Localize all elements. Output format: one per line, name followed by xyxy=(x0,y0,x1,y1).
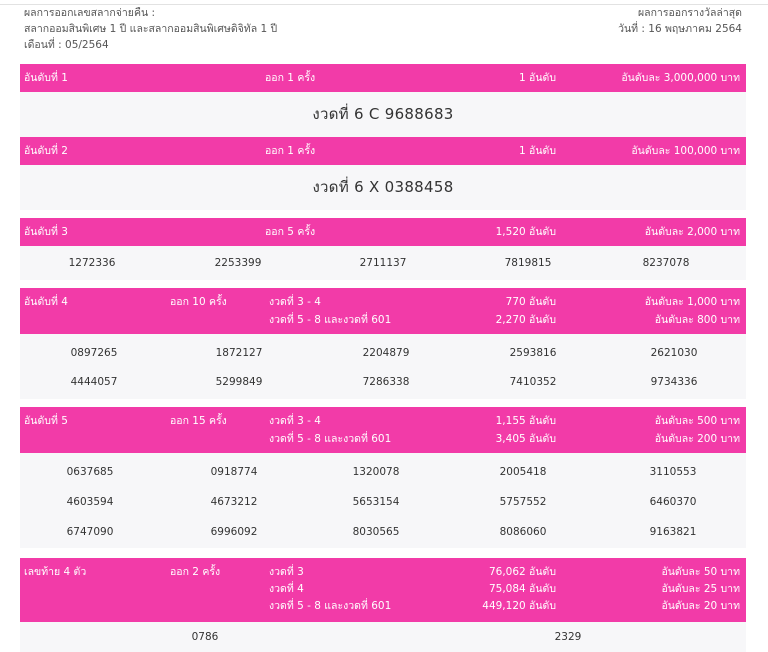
prize-count: 76,062 อันดับ xyxy=(488,566,556,578)
winning-number: 2711137 xyxy=(359,257,407,269)
latest-draw-date: วันที่ : 16 พฤษภาคม 2564 xyxy=(618,23,742,35)
prize-rank: อันดับที่ 1 xyxy=(24,72,68,84)
winning-number: 1320078 xyxy=(352,466,400,478)
winning-number: 7819815 xyxy=(504,257,552,269)
winning-number: 2253399 xyxy=(214,257,262,269)
prize-rank: เลขท้าย 4 ตัว xyxy=(24,566,87,578)
latest-draw-title: ผลการออกรางวัลล่าสุด xyxy=(637,7,742,19)
result-month: เดือนที่ : 05/2564 xyxy=(24,39,109,51)
prize-draws: ออก 5 ครั้ง xyxy=(265,226,316,238)
winning-number: 1872127 xyxy=(215,347,263,359)
prize-numbers-4 xyxy=(20,334,746,399)
prize-period: งวดที่ 5 - 8 และงวดที่ 601 xyxy=(269,433,392,445)
prize-rank: อันดับที่ 2 xyxy=(24,145,68,157)
prize-period: งวดที่ 5 - 8 และงวดที่ 601 xyxy=(269,314,392,326)
winning-number: 2204879 xyxy=(362,347,410,359)
prize-draws: ออก 10 ครั้ง xyxy=(170,296,227,308)
prize-period: งวดที่ 3 - 4 xyxy=(269,415,321,427)
winning-number-2: งวดที่ 6 X 0388458 xyxy=(20,165,746,210)
prize-count: 2,270 อันดับ xyxy=(495,314,556,326)
prize-period: งวดที่ 4 xyxy=(269,583,304,595)
winning-number: 7286338 xyxy=(362,376,410,388)
prize-draws: ออก 1 ครั้ง xyxy=(265,145,316,157)
winning-number: 4673212 xyxy=(210,496,258,508)
winning-number: 8086060 xyxy=(499,526,547,538)
prize-count: 770 อันดับ xyxy=(505,296,556,308)
prize-period: งวดที่ 5 - 8 และงวดที่ 601 xyxy=(269,600,392,612)
prize-amount: อันดับละ 500 บาท xyxy=(654,415,740,427)
prize-period: งวดที่ 3 - 4 xyxy=(269,296,321,308)
prize-count: 3,405 อันดับ xyxy=(495,433,556,445)
result-title: ผลการออกเลขสลากจ่ายคืน : xyxy=(24,7,156,19)
winning-number: 0637685 xyxy=(66,466,114,478)
winning-number: 5757552 xyxy=(499,496,547,508)
prize-header-5 xyxy=(20,407,746,453)
winning-number: 3110553 xyxy=(649,466,697,478)
prize-amount: อันดับละ 20 บาท xyxy=(661,600,740,612)
winning-number: 0918774 xyxy=(210,466,258,478)
prize-header-3 xyxy=(20,218,746,246)
winning-number: 1272336 xyxy=(68,257,116,269)
winning-number: 2329 xyxy=(554,631,582,643)
prize-rank: อันดับที่ 4 xyxy=(24,296,68,308)
winning-number: 8030565 xyxy=(352,526,400,538)
winning-number: 6747090 xyxy=(66,526,114,538)
prize-draws: ออก 2 ครั้ง xyxy=(170,566,221,578)
prize-amount: อันดับละ 2,000 บาท xyxy=(644,226,740,238)
result-info xyxy=(24,5,277,53)
winning-number: 0897265 xyxy=(70,347,118,359)
prize-amount: อันดับละ 25 บาท xyxy=(661,583,740,595)
winning-number: 6996092 xyxy=(210,526,258,538)
winning-number: 4444057 xyxy=(70,376,118,388)
lottery-type: สลากออมสินพิเศษ 1 ปี และสลากออมสินพิเศษดิจิทัล 1 ปี xyxy=(24,23,278,35)
prize-amount: อันดับละ 800 บาท xyxy=(654,314,740,326)
winning-number: 2593816 xyxy=(509,347,557,359)
winning-number: 0786 xyxy=(191,631,219,643)
prize-count: 449,120 อันดับ xyxy=(482,600,556,612)
prize-period: งวดที่ 3 xyxy=(269,566,304,578)
winning-number: 5299849 xyxy=(215,376,263,388)
prize-draws: ออก 15 ครั้ง xyxy=(170,415,227,427)
winning-number: 2005418 xyxy=(499,466,547,478)
prize-amount: อันดับละ 200 บาท xyxy=(654,433,740,445)
prize-numbers-5 xyxy=(20,453,746,548)
prize-count: 1,155 อันดับ xyxy=(495,415,556,427)
prize-header-2 xyxy=(20,137,746,165)
prize-amount: อันดับละ 50 บาท xyxy=(661,566,740,578)
winning-number: 9734336 xyxy=(650,376,698,388)
prize-amount: อันดับละ 3,000,000 บาท xyxy=(621,72,740,84)
prize-amount: อันดับละ 1,000 บาท xyxy=(644,296,740,308)
prize-rank: อันดับที่ 3 xyxy=(24,226,68,238)
winning-number-1: งวดที่ 6 C 9688683 xyxy=(20,92,746,137)
prize-header-4 xyxy=(20,288,746,334)
prize-numbers-3 xyxy=(20,246,746,280)
winning-number: 5653154 xyxy=(352,496,400,508)
prize-header-1 xyxy=(20,64,746,92)
prize-draws: ออก 1 ครั้ง xyxy=(265,72,316,84)
winning-number: 2621030 xyxy=(650,347,698,359)
prize-count: 75,084 อันดับ xyxy=(488,583,556,595)
winning-number: 6460370 xyxy=(649,496,697,508)
prize-count: 1 อันดับ xyxy=(519,72,556,84)
winning-number: 4603594 xyxy=(66,496,114,508)
prize-table xyxy=(20,64,746,652)
winning-number: 9163821 xyxy=(649,526,697,538)
prize-amount: อันดับละ 100,000 บาท xyxy=(631,145,740,157)
prize-count: 1,520 อันดับ xyxy=(495,226,556,238)
winning-number: 7410352 xyxy=(509,376,557,388)
prize-count: 1 อันดับ xyxy=(519,145,556,157)
prize-header-last4 xyxy=(20,558,746,622)
latest-draw-info xyxy=(618,5,742,37)
winning-number: 8237078 xyxy=(642,257,690,269)
prize-rank: อันดับที่ 5 xyxy=(24,415,68,427)
